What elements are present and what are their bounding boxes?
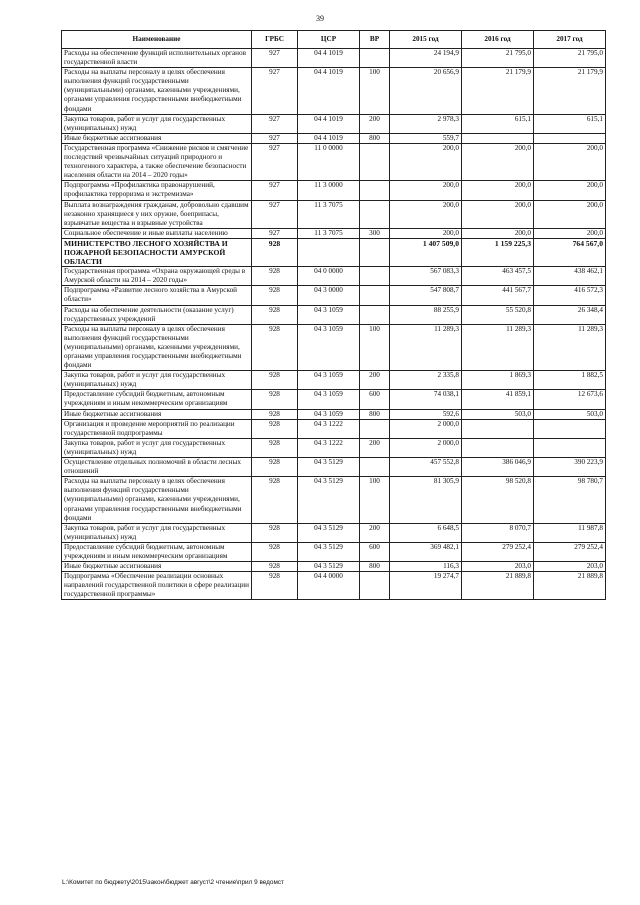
- cell-2016: 41 859,1: [462, 390, 534, 409]
- cell-name: Выплата вознаграждения гражданам, добровольно сдавшим незаконно хранящиеся у них оружие, боеприпасы, взрывчатые вещества и взрывные устройства: [62, 200, 252, 228]
- cell-vr: [360, 305, 390, 324]
- cell-csr: 04 4 1019: [298, 114, 360, 133]
- cell-name: МИНИСТЕРСТВО ЛЕСНОГО ХОЗЯЙСТВА И ПОЖАРНОЙ БЕЗОПАСНОСТИ АМУРСКОЙ ОБЛАСТИ: [62, 238, 252, 266]
- cell-vr: 600: [360, 390, 390, 409]
- cell-grbs: 928: [252, 458, 298, 477]
- cell-grbs: 928: [252, 324, 298, 370]
- cell-2015: 200,0: [390, 228, 462, 238]
- cell-vr: [360, 419, 390, 438]
- cell-2015: 24 194,9: [390, 49, 462, 68]
- header-grbs: ГРБС: [252, 31, 298, 49]
- cell-name: Расходы на выплаты персоналу в целях обеспечения выполнения функций государственными (муниципальными) органами, казенными учреждениями, органами управления государственными внебюджетными фондами: [62, 68, 252, 114]
- cell-name: Иные бюджетные ассигнования: [62, 409, 252, 419]
- cell-csr: 04 3 1059: [298, 409, 360, 419]
- cell-2017: 200,0: [534, 228, 606, 238]
- table-row: [62, 438, 606, 457]
- cell-vr: 200: [360, 371, 390, 390]
- cell-2017: 438 462,1: [534, 267, 606, 286]
- cell-csr: [298, 238, 360, 266]
- table-row: [62, 200, 606, 228]
- table-row: [62, 523, 606, 542]
- cell-vr: 200: [360, 523, 390, 542]
- cell-name: Иные бюджетные ассигнования: [62, 562, 252, 572]
- cell-csr: 04 3 5129: [298, 523, 360, 542]
- cell-csr: 04 3 5129: [298, 477, 360, 523]
- cell-2017: [534, 438, 606, 457]
- cell-name: Организация и проведение мероприятий по реализации государственной подпрограммы: [62, 419, 252, 438]
- table-row: [62, 68, 606, 114]
- cell-grbs: 928: [252, 286, 298, 305]
- cell-csr: 11 3 7075: [298, 200, 360, 228]
- cell-2016: 386 046,9: [462, 458, 534, 477]
- cell-2016: 21 889,8: [462, 572, 534, 600]
- header-csr: ЦСР: [298, 31, 360, 49]
- cell-grbs: 927: [252, 181, 298, 200]
- table-row: [62, 562, 606, 572]
- table-row: [62, 133, 606, 143]
- cell-2017: 615,1: [534, 114, 606, 133]
- table-row: [62, 458, 606, 477]
- table-row: [62, 572, 606, 600]
- cell-vr: [360, 200, 390, 228]
- cell-name: Предоставление субсидий бюджетным, автономным учреждениям и иным некоммерческим организациям: [62, 542, 252, 561]
- cell-2015: 6 648,5: [390, 523, 462, 542]
- cell-csr: 04 3 1222: [298, 419, 360, 438]
- cell-2017: 11 987,8: [534, 523, 606, 542]
- cell-name: Предоставление субсидий бюджетным, автономным учреждениям и иным некоммерческим организациям: [62, 390, 252, 409]
- cell-2015: 592,6: [390, 409, 462, 419]
- cell-2016: 200,0: [462, 143, 534, 180]
- cell-2016: 1 869,3: [462, 371, 534, 390]
- cell-vr: 100: [360, 477, 390, 523]
- cell-grbs: 928: [252, 267, 298, 286]
- table-body: [62, 49, 606, 600]
- cell-grbs: 927: [252, 114, 298, 133]
- cell-grbs: 928: [252, 419, 298, 438]
- cell-csr: 04 3 5129: [298, 542, 360, 561]
- cell-grbs: 927: [252, 133, 298, 143]
- cell-csr: 11 0 0000: [298, 143, 360, 180]
- cell-2015: 547 808,7: [390, 286, 462, 305]
- cell-grbs: 928: [252, 572, 298, 600]
- cell-vr: 100: [360, 324, 390, 370]
- cell-vr: [360, 181, 390, 200]
- cell-csr: 04 3 5129: [298, 458, 360, 477]
- cell-2015: 369 482,1: [390, 542, 462, 561]
- cell-grbs: 928: [252, 562, 298, 572]
- cell-2016: 98 520,8: [462, 477, 534, 523]
- cell-2016: 615,1: [462, 114, 534, 133]
- cell-csr: 04 3 1059: [298, 305, 360, 324]
- cell-vr: [360, 238, 390, 266]
- cell-2015: 200,0: [390, 143, 462, 180]
- cell-2015: 2 000,0: [390, 419, 462, 438]
- cell-vr: 300: [360, 228, 390, 238]
- cell-vr: 200: [360, 438, 390, 457]
- cell-2016: 441 567,7: [462, 286, 534, 305]
- cell-2016: 8 070,7: [462, 523, 534, 542]
- table-row: [62, 286, 606, 305]
- cell-2017: 11 289,3: [534, 324, 606, 370]
- cell-vr: 800: [360, 562, 390, 572]
- header-2015: 2015 год: [390, 31, 462, 49]
- cell-2015: 74 038,1: [390, 390, 462, 409]
- cell-csr: 04 4 1019: [298, 49, 360, 68]
- cell-csr: 04 3 1059: [298, 371, 360, 390]
- cell-vr: [360, 572, 390, 600]
- cell-csr: 04 4 0000: [298, 572, 360, 600]
- cell-2015: 19 274,7: [390, 572, 462, 600]
- cell-csr: 04 3 0000: [298, 286, 360, 305]
- cell-2017: 12 673,6: [534, 390, 606, 409]
- cell-name: Закупка товаров, работ и услуг для государственных (муниципальных) нужд: [62, 523, 252, 542]
- cell-2015: 559,7: [390, 133, 462, 143]
- cell-2016: 11 289,3: [462, 324, 534, 370]
- cell-csr: 11 3 0000: [298, 181, 360, 200]
- cell-name: Расходы на выплаты персоналу в целях обеспечения выполнения функций государственными (муниципальными) органами, казенными учреждениями, органами управления государственными внебюджетными фондами: [62, 324, 252, 370]
- cell-2015: 2 978,3: [390, 114, 462, 133]
- cell-grbs: 928: [252, 390, 298, 409]
- cell-grbs: 928: [252, 542, 298, 561]
- cell-2015: 200,0: [390, 181, 462, 200]
- cell-2016: 55 520,8: [462, 305, 534, 324]
- header-2016: 2016 год: [462, 31, 534, 49]
- cell-csr: 11 3 7075: [298, 228, 360, 238]
- cell-2015: 81 305,9: [390, 477, 462, 523]
- table-header-row: [62, 31, 606, 49]
- file-path-footer: L:\Комитет по бюджету\2015\закон\бюджет август\2 чтение\прил 9 ведомст: [62, 879, 284, 886]
- cell-name: Подпрограмма «Развитие лесного хозяйства в Амурской области»: [62, 286, 252, 305]
- table-row: [62, 228, 606, 238]
- header-2017: 2017 год: [534, 31, 606, 49]
- cell-name: Подпрограмма «Обеспечение реализации основных направлений государственной политики в сфере реализации государственной программы»: [62, 572, 252, 600]
- cell-2017: 98 780,7: [534, 477, 606, 523]
- cell-grbs: 927: [252, 68, 298, 114]
- cell-name: Государственная программа «Снижение рисков и смягчение последствий чрезвычайных ситуаций природного и техногенного характера, а также обеспечение безопасности населения области на 2014 – 2020 годы»: [62, 143, 252, 180]
- budget-table: [61, 30, 606, 600]
- cell-grbs: 928: [252, 238, 298, 266]
- cell-vr: [360, 143, 390, 180]
- cell-name: Социальное обеспечение и иные выплаты населению: [62, 228, 252, 238]
- cell-2017: 764 567,0: [534, 238, 606, 266]
- cell-grbs: 928: [252, 371, 298, 390]
- cell-csr: 04 3 1222: [298, 438, 360, 457]
- cell-2016: 463 457,5: [462, 267, 534, 286]
- cell-2017: [534, 133, 606, 143]
- cell-2015: 567 083,3: [390, 267, 462, 286]
- cell-2015: 88 255,9: [390, 305, 462, 324]
- table-row: [62, 409, 606, 419]
- cell-2016: 21 795,0: [462, 49, 534, 68]
- cell-2016: 203,0: [462, 562, 534, 572]
- cell-vr: [360, 49, 390, 68]
- cell-2017: 203,0: [534, 562, 606, 572]
- cell-vr: 800: [360, 409, 390, 419]
- cell-csr: 04 3 5129: [298, 562, 360, 572]
- cell-vr: 600: [360, 542, 390, 561]
- cell-grbs: 928: [252, 438, 298, 457]
- cell-2017: 279 252,4: [534, 542, 606, 561]
- cell-2016: 200,0: [462, 200, 534, 228]
- table-row: [62, 419, 606, 438]
- cell-name: Закупка товаров, работ и услуг для государственных (муниципальных) нужд: [62, 438, 252, 457]
- cell-vr: 100: [360, 68, 390, 114]
- cell-2017: 21 795,0: [534, 49, 606, 68]
- cell-name: Иные бюджетные ассигнования: [62, 133, 252, 143]
- table-row: [62, 143, 606, 180]
- cell-2016: 21 179,9: [462, 68, 534, 114]
- cell-name: Осуществление отдельных полномочий в области лесных отношений: [62, 458, 252, 477]
- cell-name: Подпрограмма «Профилактика правонарушений, профилактика терроризма и экстремизма»: [62, 181, 252, 200]
- cell-2016: 200,0: [462, 228, 534, 238]
- cell-vr: [360, 267, 390, 286]
- page-number: 39: [316, 14, 324, 23]
- cell-2015: 200,0: [390, 200, 462, 228]
- cell-2017: 26 348,4: [534, 305, 606, 324]
- table-row: [62, 114, 606, 133]
- table-row: [62, 181, 606, 200]
- cell-grbs: 928: [252, 409, 298, 419]
- cell-2015: 1 407 509,0: [390, 238, 462, 266]
- cell-2016: 503,0: [462, 409, 534, 419]
- table-row: [62, 49, 606, 68]
- cell-name: Закупка товаров, работ и услуг для государственных (муниципальных) нужд: [62, 114, 252, 133]
- header-name: Наименование: [62, 31, 252, 49]
- cell-csr: 04 3 1059: [298, 390, 360, 409]
- cell-2017: 1 882,5: [534, 371, 606, 390]
- table-row: [62, 371, 606, 390]
- cell-name: Расходы на обеспечение функций исполнительных органов государственной власти: [62, 49, 252, 68]
- cell-2017: 200,0: [534, 181, 606, 200]
- cell-csr: 04 3 1059: [298, 324, 360, 370]
- cell-2015: 457 552,8: [390, 458, 462, 477]
- cell-vr: 200: [360, 114, 390, 133]
- header-vr: ВР: [360, 31, 390, 49]
- table-row: [62, 390, 606, 409]
- table-row: [62, 267, 606, 286]
- cell-grbs: 927: [252, 143, 298, 180]
- table-row: [62, 324, 606, 370]
- cell-name: Государственная программа «Охрана окружающей среды в Амурской области на 2014 – 2020 годы»: [62, 267, 252, 286]
- cell-grbs: 928: [252, 305, 298, 324]
- cell-2016: 279 252,4: [462, 542, 534, 561]
- table-row: [62, 238, 606, 266]
- cell-2016: [462, 133, 534, 143]
- cell-csr: 04 4 1019: [298, 68, 360, 114]
- cell-csr: 04 0 0000: [298, 267, 360, 286]
- cell-2016: 1 159 225,3: [462, 238, 534, 266]
- cell-2015: 11 289,3: [390, 324, 462, 370]
- cell-2017: 21 179,9: [534, 68, 606, 114]
- cell-grbs: 927: [252, 49, 298, 68]
- cell-vr: 800: [360, 133, 390, 143]
- cell-name: Закупка товаров, работ и услуг для государственных (муниципальных) нужд: [62, 371, 252, 390]
- cell-2015: 2 335,8: [390, 371, 462, 390]
- cell-2017: [534, 419, 606, 438]
- cell-2016: [462, 438, 534, 457]
- cell-2017: 390 223,9: [534, 458, 606, 477]
- cell-vr: [360, 286, 390, 305]
- cell-2015: 116,3: [390, 562, 462, 572]
- cell-2017: 503,0: [534, 409, 606, 419]
- cell-2017: 200,0: [534, 200, 606, 228]
- cell-csr: 04 4 1019: [298, 133, 360, 143]
- table-row: [62, 542, 606, 561]
- cell-grbs: 928: [252, 523, 298, 542]
- cell-vr: [360, 458, 390, 477]
- cell-2016: 200,0: [462, 181, 534, 200]
- cell-2017: 416 572,3: [534, 286, 606, 305]
- cell-2015: 20 656,9: [390, 68, 462, 114]
- cell-2015: 2 000,0: [390, 438, 462, 457]
- cell-grbs: 927: [252, 200, 298, 228]
- cell-2017: 21 889,8: [534, 572, 606, 600]
- table-row: [62, 477, 606, 523]
- table-row: [62, 305, 606, 324]
- cell-name: Расходы на обеспечение деятельности (оказание услуг) государственных учреждений: [62, 305, 252, 324]
- cell-2017: 200,0: [534, 143, 606, 180]
- cell-grbs: 927: [252, 228, 298, 238]
- cell-2016: [462, 419, 534, 438]
- cell-grbs: 928: [252, 477, 298, 523]
- cell-name: Расходы на выплаты персоналу в целях обеспечения выполнения функций государственными (муниципальными) органами, казенными учреждениями, органами управления государственными внебюджетными фондами: [62, 477, 252, 523]
